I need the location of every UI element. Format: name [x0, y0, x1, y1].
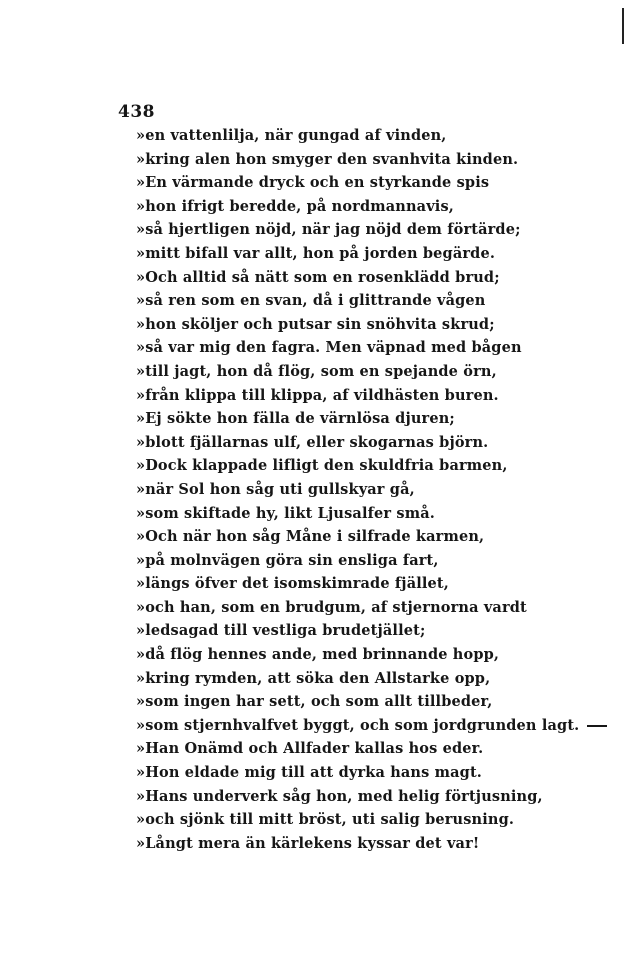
poem-line: »En värmande dryck och en styrkande spis [136, 174, 490, 192]
poem-line: »mitt bifall var allt, hon på jorden begärde. [136, 244, 496, 262]
poem-line: »Och när hon såg Måne i silfrade karmen, [136, 528, 485, 546]
poem-line: »ledsagad till vestliga brudetjället; [136, 622, 426, 640]
poem-line: »Dock klappade lifligt den skuldfria barmen, [136, 457, 508, 475]
poem-line: »Han Onämd och Allfader kallas hos eder. [136, 740, 484, 758]
em-dash-mark [587, 725, 607, 727]
poem-text [136, 124, 580, 855]
poem-line: »så hjertligen nöjd, när jag nöjd dem förtärde; [136, 221, 521, 239]
page-edge-mark [622, 8, 624, 44]
poem-line: »när Sol hon såg uti gullskyar gå, [136, 480, 415, 498]
poem-line: »på molnvägen göra sin ensliga fart, [136, 551, 439, 569]
poem-line: »som skiftade hy, likt Ljusalfer små. [136, 504, 435, 522]
poem-line: »så ren som en svan, då i glittrande vågen [136, 292, 486, 310]
poem-line: »blott fjällarnas ulf, eller skogarnas björn. [136, 433, 489, 451]
poem-line: »Och alltid så nätt som en rosenklädd brud; [136, 268, 500, 286]
poem-line: »Hans underverk såg hon, med helig förtjusning, [136, 787, 543, 805]
poem-line: »och han, som en brudgum, af stjernorna vardt [136, 598, 527, 616]
poem-line: »kring alen hon smyger den svanhvita kinden. [136, 150, 519, 168]
poem-line: »så var mig den fagra. Men väpnad med bågen [136, 339, 522, 357]
poem-line: »Ej sökte hon fälla de värnlösa djuren; [136, 410, 455, 428]
poem-line: »kring rymden, att söka den Allstarke opp, [136, 669, 491, 687]
poem-line: »Hon eldade mig till att dyrka hans magt. [136, 764, 483, 782]
poem-line: »och sjönk till mitt bröst, uti salig berusning. [136, 811, 515, 829]
poem-line: »hon sköljer och putsar sin snöhvita skrud; [136, 315, 495, 333]
poem-line: »Långt mera än kärlekens kyssar det var! [136, 834, 480, 852]
poem-line: »från klippa till klippa, af vildhästen buren. [136, 386, 499, 404]
poem-line-text: »som stjernhvalfvet byggt, och som jordgrunden lagt. [136, 716, 580, 734]
poem-line: »längs öfver det isomskimrade fjället, [136, 575, 449, 593]
poem-line: »då flög hennes ande, med brinnande hopp, [136, 646, 500, 664]
poem-line-with-dash [136, 714, 580, 738]
poem-line: »hon ifrigt beredde, på nordmannavis, [136, 197, 454, 215]
poem-line: »till jagt, hon då flög, som en spejande örn, [136, 362, 497, 380]
page-number: 438 [118, 102, 155, 122]
poem-line: »en vattenlilja, när gungad af vinden, [136, 127, 447, 144]
poem-line: »som ingen har sett, och som allt tillbeder, [136, 693, 493, 711]
